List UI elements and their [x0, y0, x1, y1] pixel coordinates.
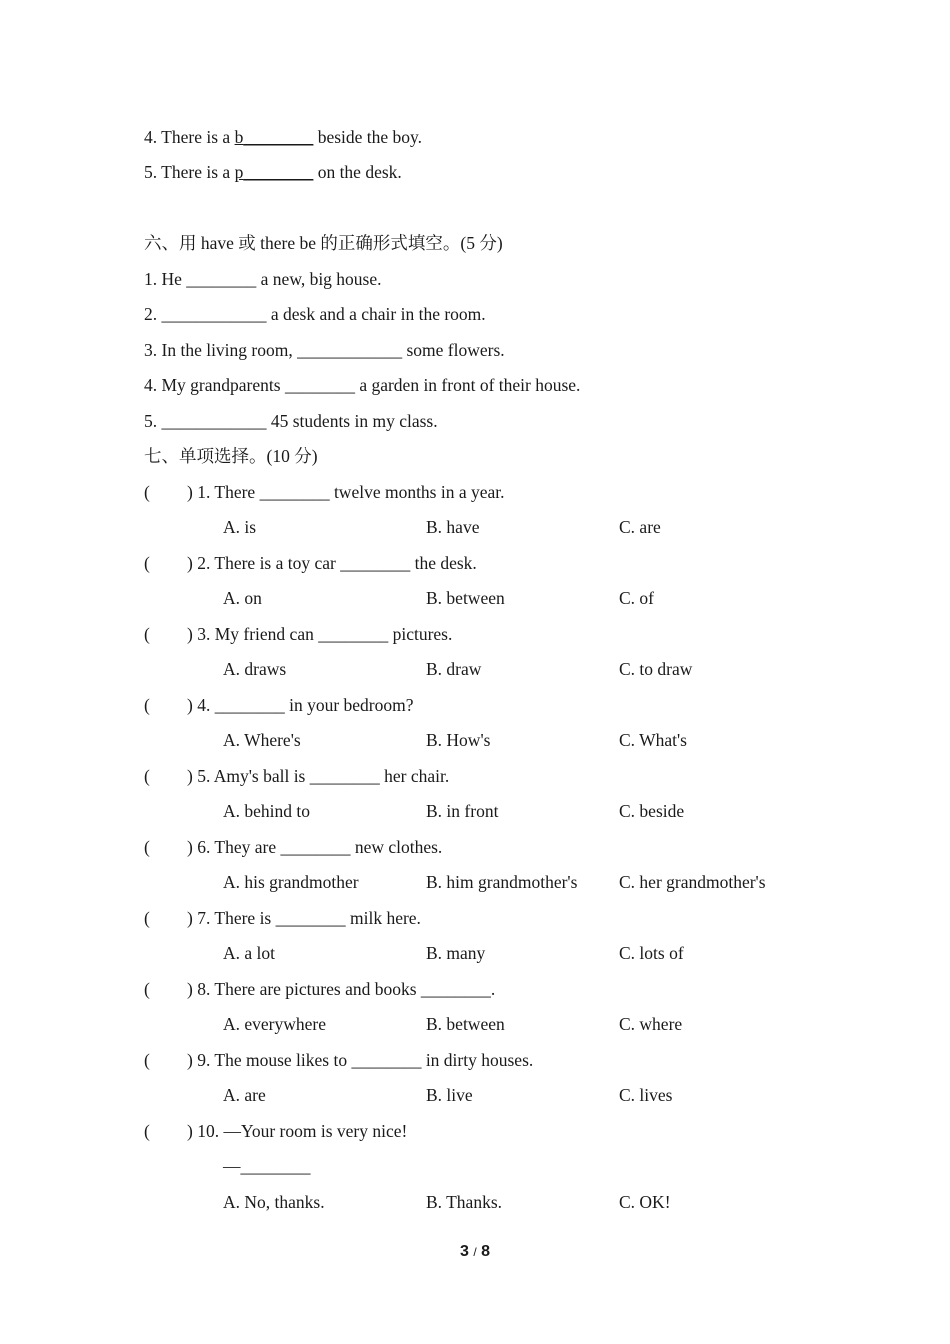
s6-item-3: 3. In the living room, ____________ some flowers.: [144, 340, 505, 360]
s7-q1-option-b: B. have: [426, 517, 480, 537]
s7-q6-option-c: C. her grandmother's: [619, 872, 766, 892]
s7-question-10: (: [144, 1121, 150, 1141]
s7-question-2: (: [144, 553, 150, 573]
s7-q7-option-b: B. many: [426, 943, 486, 963]
s6-item-1: 1. He ________ a new, big house.: [144, 269, 382, 289]
s7-q3-option-b: B. draw: [426, 659, 482, 679]
s7-q2-option-b: B. between: [426, 588, 505, 608]
s7-question-10-stem: ) 10. —Your room is very nice!: [187, 1121, 408, 1141]
page-number: 3 / 8: [459, 1243, 491, 1260]
s7-q9-option-c: C. lives: [619, 1085, 673, 1105]
s7-q2-option-c: C. of: [619, 588, 654, 608]
s7-question-2-stem: ) 2. There is a toy car ________ the desk.: [187, 553, 477, 573]
s7-question-6-stem: ) 6. They are ________ new clothes.: [187, 837, 443, 857]
s7-q8-option-c: C. where: [619, 1014, 683, 1034]
s7-question-8-stem: ) 8. There are pictures and books ________.: [187, 979, 496, 999]
s7-question-1-stem: ) 1. There ________ twelve months in a year.: [187, 482, 505, 502]
s7-q4-option-b: B. How's: [426, 730, 491, 750]
s7-q7-option-a: A. a lot: [223, 943, 276, 963]
s7-q7-option-c: C. lots of: [619, 943, 684, 963]
s7-question-7-stem: ) 7. There is ________ milk here.: [187, 908, 421, 928]
s7-question-9-stem: ) 9. The mouse likes to ________ in dirty houses.: [187, 1050, 534, 1070]
s7-question-7: (: [144, 908, 150, 928]
s7-question-1: (: [144, 482, 150, 502]
s7-question-4-stem: ) 4. ________ in your bedroom?: [187, 695, 414, 715]
s7-q5-option-b: B. in front: [426, 801, 499, 821]
s7-q10-reply: —________: [223, 1156, 311, 1176]
s7-q5-option-c: C. beside: [619, 801, 685, 821]
section6-title: 六、用 have 或 there be 的正确形式填空。(5 分): [144, 233, 503, 253]
s7-q10-option-c: C. OK!: [619, 1192, 671, 1212]
s7-q6-option-b: B. him grandmother's: [426, 872, 578, 892]
s6-item-4: 4. My grandparents ________ a garden in front of their house.: [144, 375, 581, 395]
s7-q10-option-b: B. Thanks.: [426, 1192, 502, 1212]
s5-item-5: 5. There is a p________ on the desk.: [144, 162, 402, 182]
section7-title: 七、单项选择。(10 分): [144, 446, 318, 466]
s7-q5-option-a: A. behind to: [223, 801, 311, 821]
s7-q6-option-a: A. his grandmother: [223, 872, 359, 892]
s6-item-2: 2. ____________ a desk and a chair in the room.: [144, 304, 486, 324]
s7-q8-option-a: A. everywhere: [223, 1014, 327, 1034]
s7-q3-option-a: A. draws: [223, 659, 287, 679]
s7-q9-option-a: A. are: [223, 1085, 266, 1105]
s7-question-9: (: [144, 1050, 150, 1070]
s7-question-6: (: [144, 837, 150, 857]
s7-q1-option-a: A. is: [223, 517, 257, 537]
s7-q3-option-c: C. to draw: [619, 659, 693, 679]
s7-question-3: (: [144, 624, 150, 644]
s7-question-8: (: [144, 979, 150, 999]
s6-item-5: 5. ____________ 45 students in my class.: [144, 411, 438, 431]
s7-q8-option-b: B. between: [426, 1014, 505, 1034]
s7-q1-option-c: C. are: [619, 517, 661, 537]
s7-question-3-stem: ) 3. My friend can ________ pictures.: [187, 624, 453, 644]
s5-item-4: 4. There is a b________ beside the boy.: [144, 127, 423, 147]
s7-q4-option-c: C. What's: [619, 730, 687, 750]
s7-q4-option-a: A. Where's: [223, 730, 301, 750]
s7-question-5: (: [144, 766, 150, 786]
s7-q9-option-b: B. live: [426, 1085, 473, 1105]
s7-q2-option-a: A. on: [223, 588, 262, 608]
s7-question-5-stem: ) 5. Amy's ball is ________ her chair.: [187, 766, 450, 786]
s7-q10-option-a: A. No, thanks.: [223, 1192, 325, 1212]
s7-question-4: (: [144, 695, 150, 715]
